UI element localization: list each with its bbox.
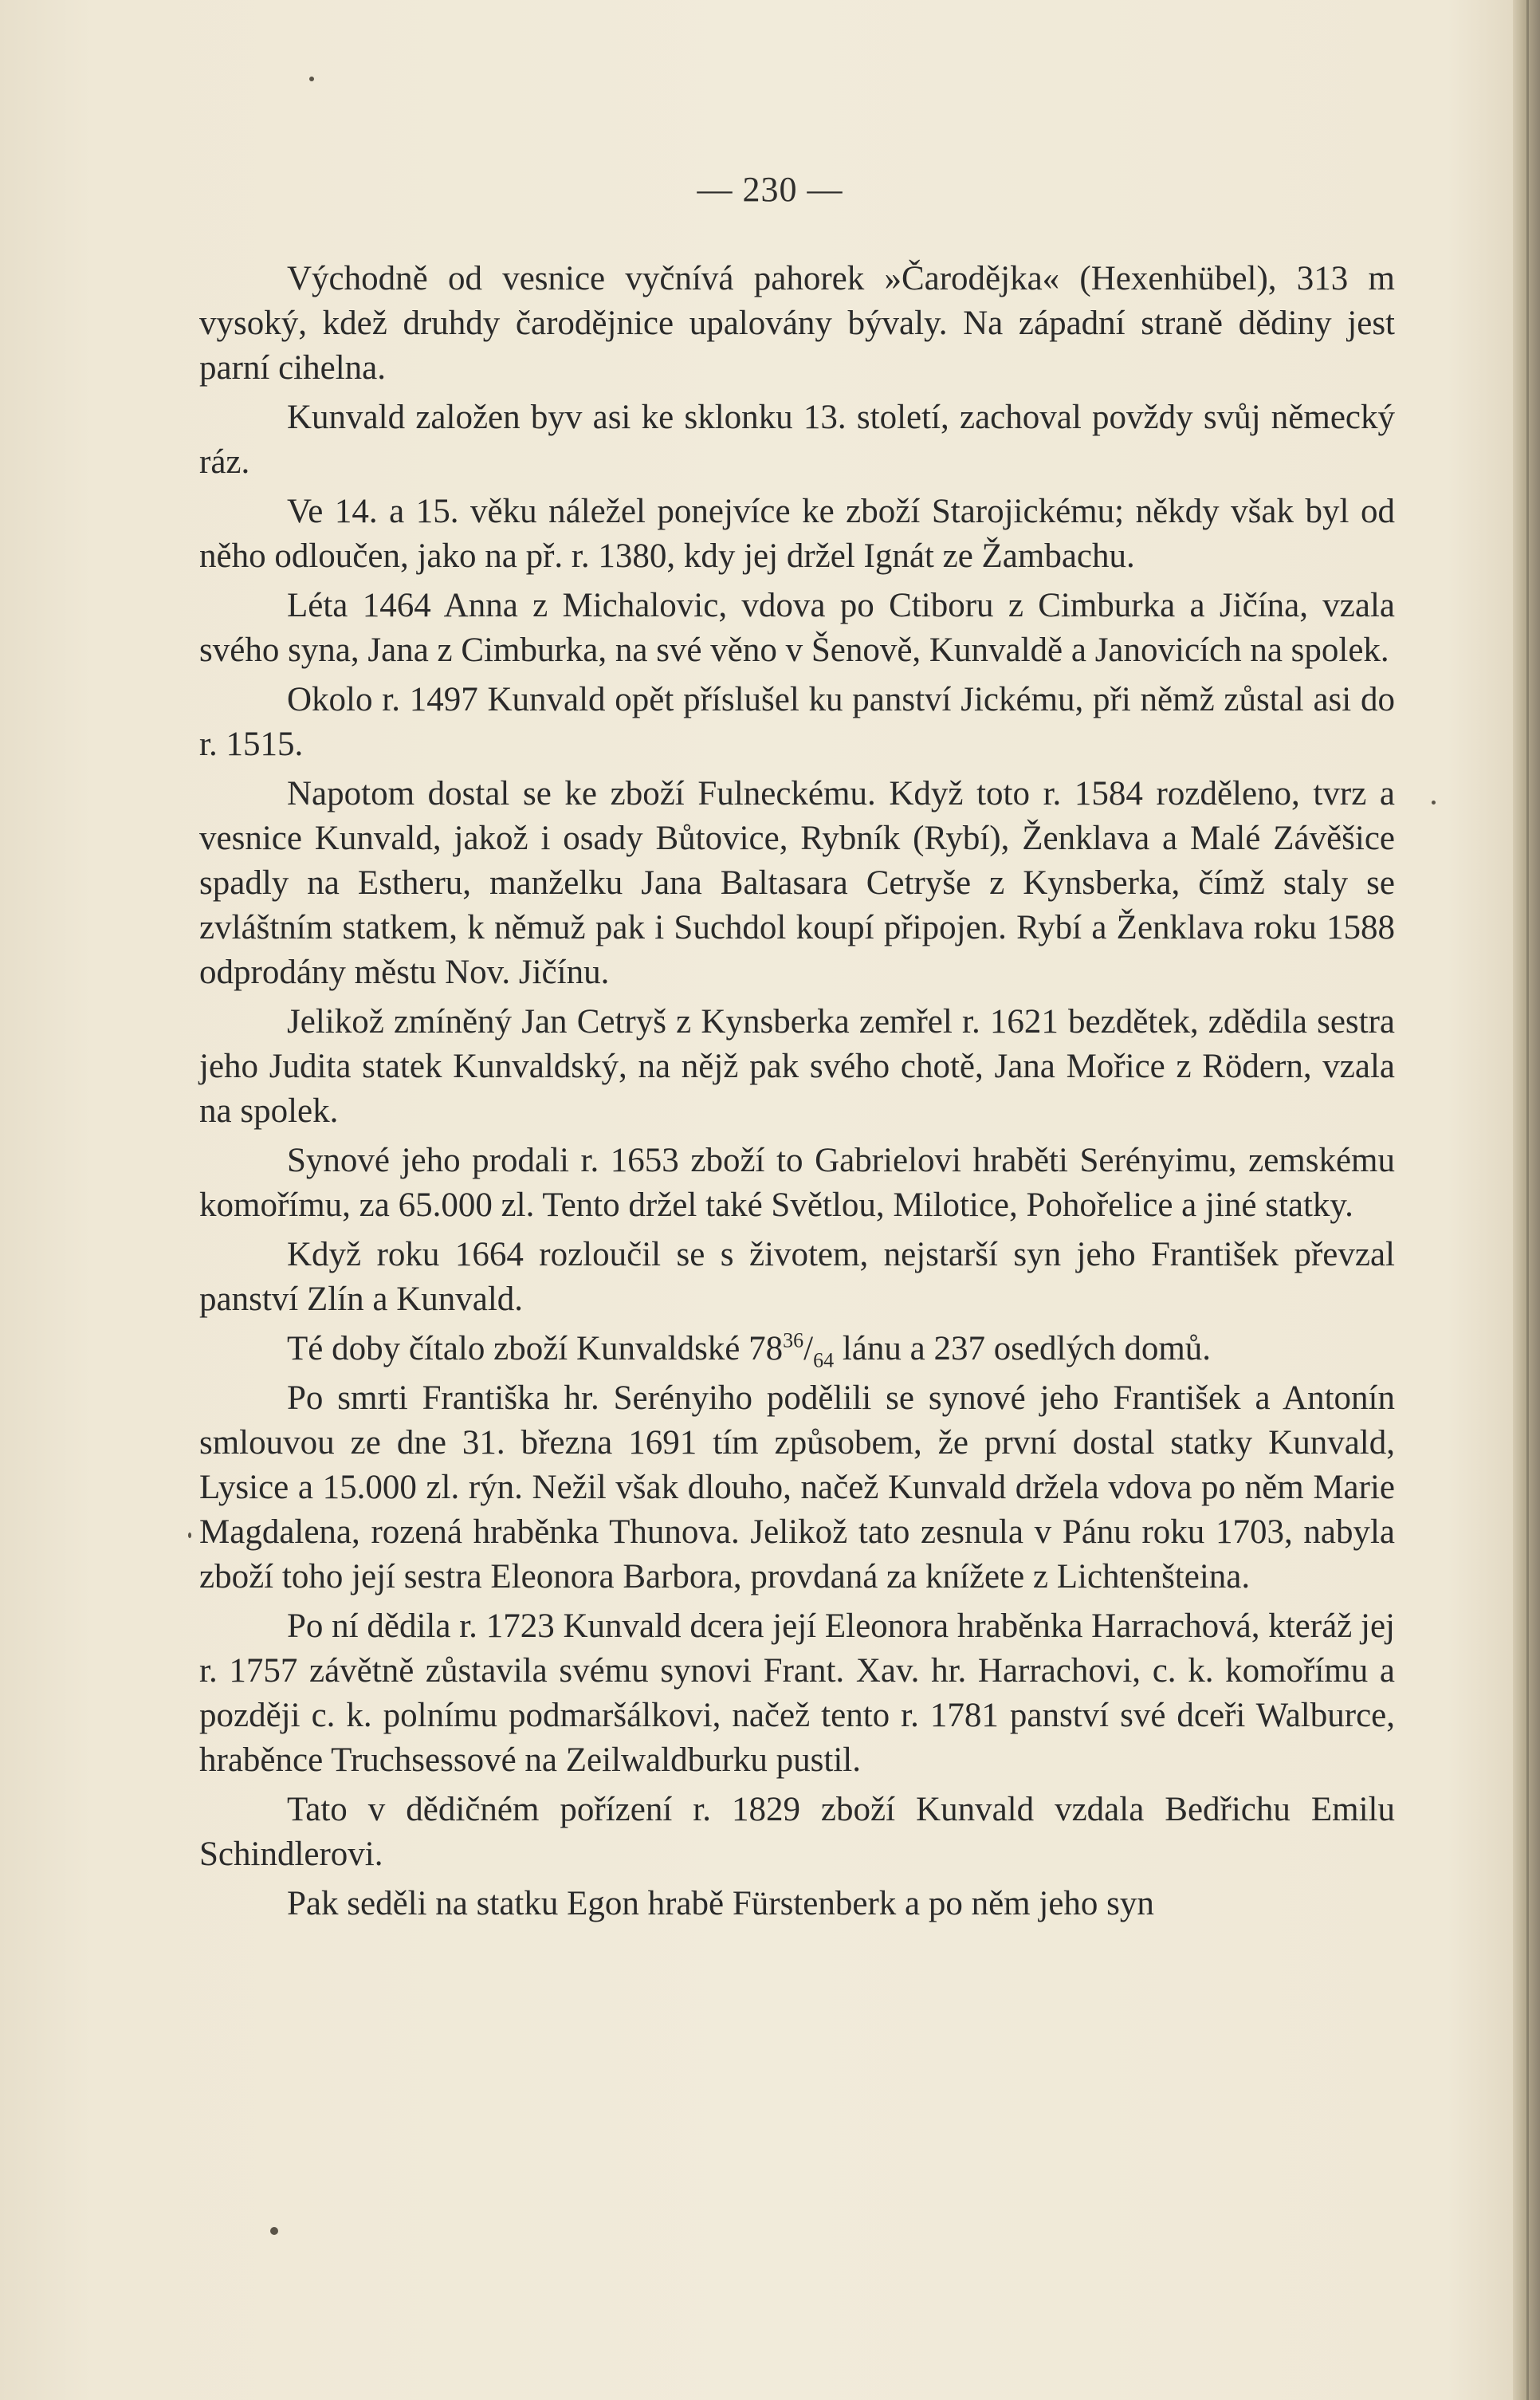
paragraph: Synové jeho prodali r. 1653 zboží to Gabrielovi hraběti Serényimu, zemskému komořímu, za 65.000 zl. Tento držel také Světlou, Milotice, Pohořelice a jiné statky. — [199, 1142, 1395, 1224]
paragraph: Pak seděli na statku Egon hrabě Fürstenberk a po něm jeho syn — [287, 1885, 1154, 1922]
speck-mark — [188, 1532, 191, 1538]
paragraph: Tato v dědičném pořízení r. 1829 zboží Kunvald vzdala Bedřichu Emilu Schindlerovi. — [199, 1791, 1395, 1873]
fraction-numerator: 36 — [783, 1328, 804, 1352]
paragraph: Léta 1464 Anna z Michalovic, vdova po Ctiboru z Cimburka a Jičína, vzala svého syna, Jana z Cimburka, na své věno v Šenově, Kunvaldě a Janovicích na spolek. — [199, 587, 1395, 669]
fraction-text-before: Té doby čítalo zboží Kunvaldské 78 — [287, 1330, 784, 1367]
paragraph: Okolo r. 1497 Kunvald opět příslušel ku panství Jickému, při němž zůstal asi do r. 1515. — [199, 681, 1395, 763]
paragraph: Napotom dostal se ke zboží Fulneckému. Když toto r. 1584 rozděleno, tvrz a vesnice Kunvald, jakož i osady Bůtovice, Rybník (Rybí), Ženklava a Malé Závěšice spadly na Estheru, manželku Jana Baltasara Cetryše z Kynsberka, čímž staly se zvláštním statkem, k němuž pak i Suchdol koupí připojen. Rybí a Ženklava roku 1588 odprodány městu Nov. Jičínu. — [199, 775, 1395, 991]
paragraph: Jelikož zmíněný Jan Cetryš z Kynsberka zemřel r. 1621 bezdětek, zdědila sestra jeho Judita statek Kunvaldský, na nějž pak svého chotě, Jana Mořice z Rödern, vzala na spolek. — [199, 1003, 1395, 1130]
body-text — [199, 257, 1395, 1931]
fraction-text-after: lánu a 237 osedlých domů. — [834, 1330, 1212, 1367]
speck-mark — [309, 77, 314, 81]
paragraph: Po smrti Františka hr. Serényiho podělili se synové jeho František a Antonín smlouvou ze dne 31. března 1691 tím způsobem, že první dostal statky Kunvald, Lysice a 15.000 zl. rýn. Nežil však dlouho, načež Kunvald držela vdova po něm Marie Magdalena, rozená hraběnka Thunova. Jelikož tato zesnula v Pánu roku 1703, nabyla zboží toho její sestra Eleonora Barbora, provdaná za knížete z Lichtenšteina. — [199, 1379, 1395, 1595]
speck-mark — [270, 2227, 278, 2235]
paragraph: Když roku 1664 rozloučil se s životem, nejstarší syn jeho František převzal panství Zlín a Kunvald. — [199, 1236, 1395, 1318]
paragraph-fraction — [199, 1327, 1395, 1371]
page-number: — 230 — — [697, 170, 843, 209]
paragraph: Kunvald založen byv asi ke sklonku 13. století, zachoval povždy svůj německý ráz. — [199, 399, 1395, 481]
fraction-slash: / — [803, 1330, 814, 1367]
fraction-denominator: 64 — [813, 1348, 835, 1372]
paragraph: Východně od vesnice vyčnívá pahorek »Čarodějka« (Hexenhübel), 313 m vysoký, kdež druhdy čarodějnice upalovány bývaly. Na západní straně dědiny jest parní cihelna. — [199, 260, 1395, 387]
paragraph: Ve 14. a 15. věku náležel ponejvíce ke zboží Starojickému; někdy však byl od něho odloučen, jako na př. r. 1380, kdy jej držel Ignát ze Žambachu. — [199, 493, 1395, 575]
speck-mark — [1432, 801, 1436, 805]
page-edge-line — [1526, 0, 1529, 2400]
paragraph: Po ní dědila r. 1723 Kunvald dcera její Eleonora hraběnka Harrachová, kteráž jej r. 1757 závětně zůstavila svému synovi Frant. Xav. hr. Harrachovi, c. k. komořímu a později c. k. polnímu podmaršálkovi, načež tento r. 1781 panství své dceři Walburce, hraběnce Truchsessové na Zeilwaldburku pustil. — [199, 1607, 1395, 1779]
